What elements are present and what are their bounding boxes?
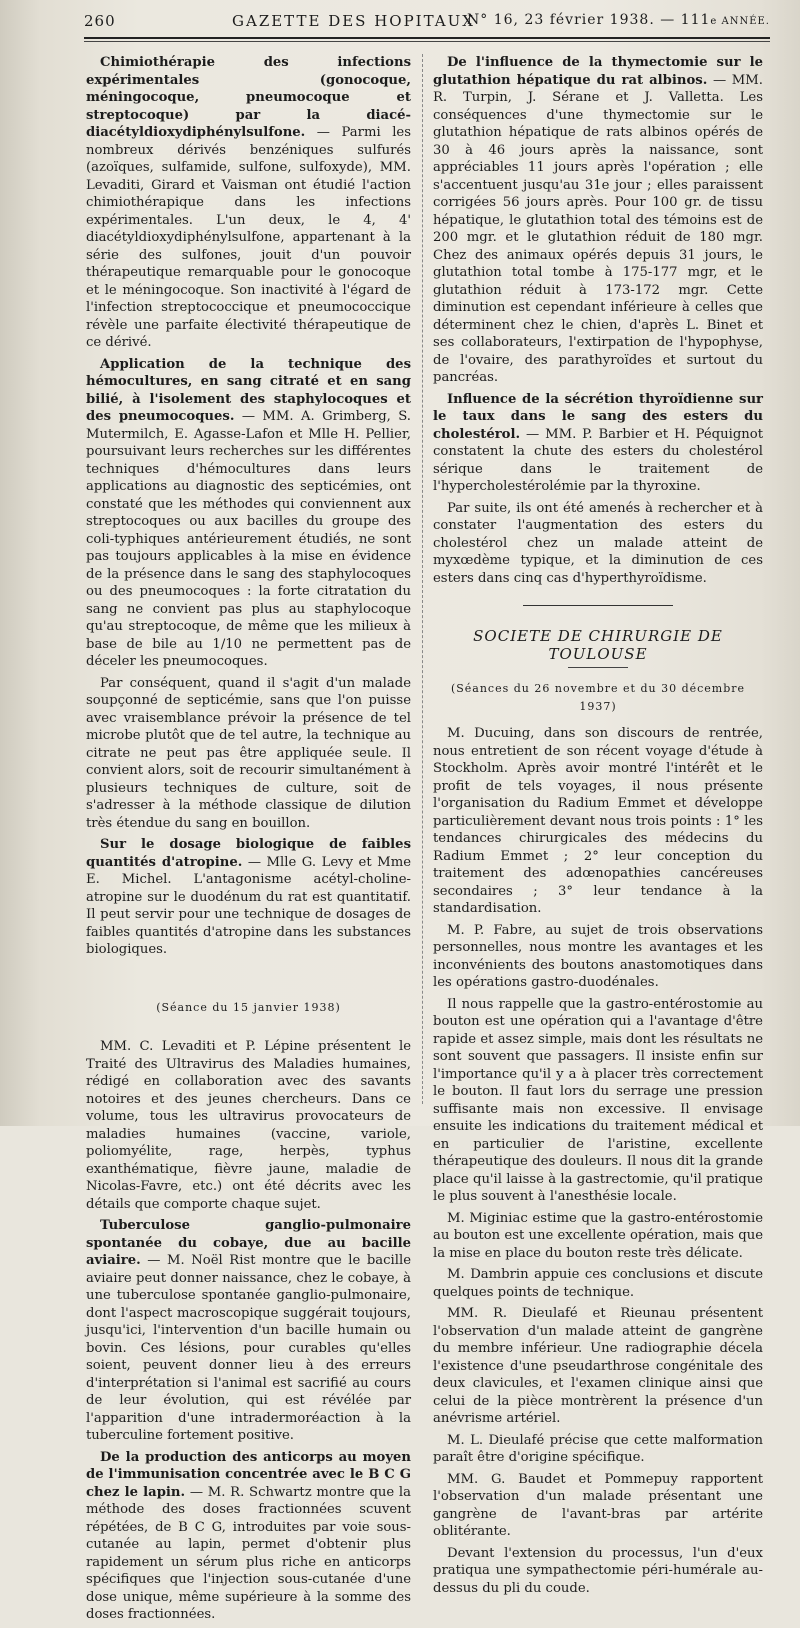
page-header (84, 12, 770, 34)
issue-info (467, 12, 770, 28)
session-date: (Séance du 15 janvier 1938) (156, 1000, 341, 1014)
article-body: Par suite, ils ont été amenés à rechercher et à constater l'augmentation des esters du cholestérol chez un malade atteint de myxœdème typique, et la diminution de ces esters dans cinq cas d'hyperthyroïdisme. (433, 500, 763, 586)
section-title: SOCIETE DE CHIRURGIE DE TOULOUSE (473, 627, 723, 663)
page-number: 260 (84, 12, 116, 30)
journal-name: GAZETTE DES HOPITAUX (232, 12, 475, 30)
issue-suffix: e ANNÉE. (710, 16, 770, 27)
header-rule-thick (84, 37, 770, 39)
article-body: — MM. A. Grimberg, S. Mutermilch, E. Agasse-Lafon et Mlle H. Pellier, poursuivant leurs recherches sur les différentes techniques d'hémocultures dans leurs applications au diagnostic des septicémies, ont constaté que les méthodes qui conviennent aux streptocoques ou aux bacilles du groupe des coli-typhiques antérieurement étudiés, ne sont pas toujours applicables à la mise en évidence de la présence dans le sang des staphylocoques ou des pneumocoques : la forte citratation du sang ne convient pas plus au staphylocoque qu'au streptocoque, de même que les milieux à base de bile au 1/10 ne permettent pas de déceler les pneumocoques. (86, 409, 411, 669)
article-body: — Parmi les nombreux dérivés benzéniques sulfurés (azoïques, sulfamide, sulfone, sulfoxyde), MM. Levaditi, Girard et Vaisman ont étudié l'action chimiothérapique dans les infections expérimentales. L'un deux, le 4, 4' diacétyldioxydiphénylsulfone, appartenant à la série des sulfones, jouit d'un pouvoir thérapeutique remarquable pour le gonocoque et le méningocoque. Son inactivité à l'égard de l'infection streptococcique et pneumococcique révèle une parfaite électivité thérapeutique de ce dérivé. (86, 125, 411, 350)
article-body: Devant l'extension du processus, l'un d'eux pratiqua une sympathectomie péri-humérale au-dessus du pli du coude. (433, 1545, 763, 1596)
article-body: — Mlle G. Levy et Mme E. Michel. L'antagonisme acétyl-choline-atropine sur le duodénum du rat est quantitatif. Il peut servir pour une technique de dosages de faibles quantités d'atropine dans les substances biologiques. (86, 854, 411, 957)
article-body: Il nous rappelle que la gastro-entérostomie au bouton est une opération qui a l'avantage d'être rapide et assez simple, mais dont les résultats ne sont souvent que passagers. Il insiste enfin sur l'importance qu'il y a à placer très correctement le bouton. Il faut lors du serrage une pression suffisante mais non excessive. Il envisage ensuite les indications du traitement médical et en particulier de l'aristine, excellente thérapeutique des douleurs. Il nous dit la grande place qu'il laisse à la gastrectomie, qu'il pratique le plus souvent à l'anesthésie locale. (433, 996, 763, 1204)
article-paragraph (86, 675, 411, 833)
article-body: MM. R. Dieulafé et Rieunau présentent l'observation d'un malade atteint de gangrène du membre inférieur. Une radiographie décela l'existence d'une pseudarthrose congénitale des deux clavicules, et l'examen clinique ainsi que celui de la pièce montrèrent la présence d'un anévrisme artériel. (433, 1306, 763, 1426)
article-body: — M. Noël Rist montre que le bacille aviaire peut donner naissance, chez le cobaye, à une tuberculose spontanée ganglio-pulmonaire, dont l'aspect macroscopique suggérait toujours, jusqu'ici, l'intervention d'un bacille humain ou bovin. Ces lésions, pour curables qu'elles soient, peuvent donner lieu à des erreurs d'interprétation si l'animal est sacrifié au cours de leur évolution, qui est révélée par l'apparition d'une intradermoréaction à la tuberculine fortement positive. (86, 1253, 411, 1443)
header-rule-thin (84, 41, 770, 42)
article-heading: Influence de la sécrétion thyroïdienne sur le taux dans le sang des esters du cholestérol. (433, 391, 763, 442)
article-body: M. Miginiac estime que la gastro-entérostomie au bouton est une excellente opération, mais que la mise en place du bouton reste très délicate. (433, 1210, 763, 1261)
right-column (433, 54, 763, 1601)
article-body: M. P. Fabre, au sujet de trois observations personnelles, nous montre les avantages et les inconvénients des boutons anastomotiques dans les opérations gastro-duodénales. (433, 922, 763, 990)
article-paragraph (433, 1545, 763, 1598)
article-heading: De la production des anticorps au moyen de l'immunisation concentrée avec le B C G chez le lapin. (86, 1449, 411, 1500)
article-paragraph (86, 54, 411, 352)
article-paragraph (433, 1471, 763, 1541)
article-heading: Sur le dosage biologique de faibles quantités d'atropine. (86, 837, 411, 870)
article-body: MM. C. Levaditi et P. Lépine présentent le Traité des Ultravirus des Maladies humaines, rédigé en collaboration avec des savants notoires et des jeunes chercheurs. Dans ce volume, tous les ultravirus provocateurs de maladies humaines (vaccine, variole, poliomyélite, rage, herpès, typhus exanthématique, fièvre jaune, maladie de Nicolas-Favre, etc.) ont été décrits avec les détails que comporte chaque sujet. (86, 1039, 411, 1212)
article-paragraph (86, 1217, 411, 1445)
article-paragraph (433, 391, 763, 496)
article-heading: Chimiothérapie des infections expérimentales (gonocoque, méningocoque, pneumocoque et streptocoque) par la diacé-diacétyldioxydiphénylsulfone. (86, 55, 411, 140)
article-heading: Tuberculose ganglio-pulmonaire spontanée du cobaye, due au bacille aviaire. (86, 1218, 411, 1268)
article-body: M. Dambrin appuie ces conclusions et discute quelques points de technique. (433, 1267, 763, 1300)
column-divider (422, 54, 423, 1104)
article-body: MM. G. Baudet et Pommepuy rapportent l'observation d'un malade présentant une gangrène de l'avant-bras par artérite oblitérante. (433, 1471, 763, 1539)
article-paragraph (433, 996, 763, 1206)
article-body: M. L. Dieulafé précise que cette malformation paraît être d'origine spécifique. (433, 1432, 763, 1465)
article-paragraph (433, 54, 763, 387)
article-paragraph (433, 1266, 763, 1301)
article-body: Par conséquent, quand il s'agit d'un malade soupçonné de septicémie, sans que l'on puisse avec vraisemblance prévoir la présence de tel microbe plutôt que de tel autre, la technique au citrate ne peut pas être appliquée seule. Il convient alors, soit de recourir simultanément à plusieurs techniques de culture, soit de s'adresser à la méthode classique de dilution très étendue du sang en bouillon. (86, 675, 411, 831)
divider (523, 605, 673, 606)
article-paragraph (433, 1305, 763, 1428)
left-column (86, 54, 411, 1628)
article-heading: De l'influence de la thymectomie sur le glutathion hépatique du rat albinos. (433, 55, 763, 88)
article-heading: Application de la technique des hémocultures, en sang citraté et en sang bilié, à l'isolement des staphylocoques et des pneumocoques. (86, 356, 411, 424)
article-paragraph (433, 1432, 763, 1467)
article-paragraph (433, 1210, 763, 1263)
article-body: — MM. R. Turpin, J. Sérane et J. Valletta. Les conséquences d'une thymectomie sur le glutathion hépatique de rats albinos opérés de 30 à 46 jours après la naissance, sont appréciables 11 jours après l'opération ; elle s'accentuent jusqu'au 31e jour ; elles paraissent corrigées 56 jours après. Pour 100 gr. de tissu hépatique, le glutathion total des témoins est de 200 mgr. et le glutathion réduit de 180 mgr. Chez des animaux opérés depuis 31 jours, le glutathion total tombe à 175-177 mgr, et le glutathion réduit à 173-172 mgr. Cette diminution est cependant inférieure à celles que déterminent chez le chien, d'après L. Binet et ses collaborateurs, l'extirpation de l'hypophyse, de l'ovaire, des parathyroïdes et surtout du pancréas. (433, 72, 763, 385)
issue-date: N° 16, 23 février 1938. — 111 (467, 12, 711, 28)
article-paragraph (86, 356, 411, 671)
article-paragraph (86, 836, 411, 959)
article-body: — MM. P. Barbier et H. Péquignot constatent la chute des esters du cholestérol sérique dans le traitement de l'hypercholestérolémie par la thyroxine. (433, 426, 763, 494)
article-body: — M. R. Schwartz montre que la méthode des doses fractionnées scuvent répétées, de B C G, introduites par voie sous-cutanée au lapin, permet d'obtenir plus rapidement un sérum plus riche en anticorps spécifiques que l'injection sous-cutanée d'une dose unique, même supérieure à la somme des doses fractionnées. (86, 1484, 411, 1622)
article-body: M. Ducuing, dans son discours de rentrée, nous entretient de son récent voyage d'étude à Stockholm. Après avoir montré l'intérêt et le profit de tels voyages, il nous présente l'organisation du Radium Emmet et développe particulièrement devant nous trois points : 1° les tendances chirurgicales des médecins du Radium Emmet ; 2° leur conception du traitement des adœnopathies cancéreuses secondaires ; 3° leur tendance à la standardisation. (433, 726, 763, 916)
article-paragraph (433, 922, 763, 992)
article-paragraph (86, 1449, 411, 1624)
article-paragraph (433, 725, 763, 918)
session-date: (Séances du 26 novembre et du 30 décembre 1937) (450, 682, 746, 713)
article-paragraph (433, 500, 763, 588)
section-rule (568, 667, 628, 668)
